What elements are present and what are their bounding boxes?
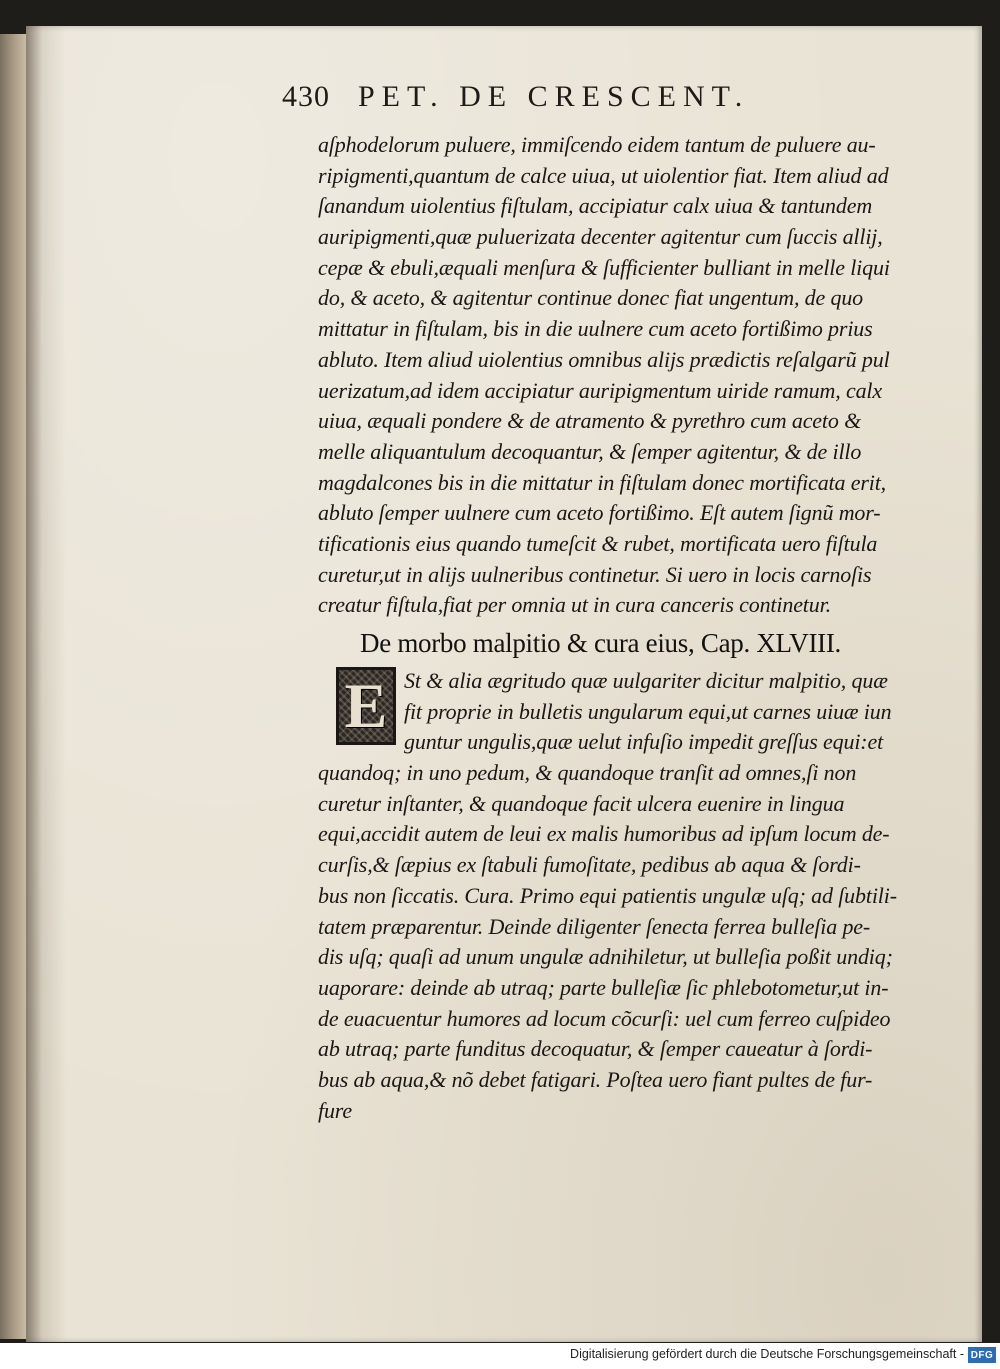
text-line: uiua, æquali pondere & de atramento & pyrethro cum aceto & (318, 408, 862, 434)
running-head (282, 80, 842, 124)
text-line: mittatur in fiſtulam, bis in die uulnere cum aceto fortißimo prius (318, 316, 873, 342)
chapter-text-line: bus ab aqua,& nõ debet fatigari. Poſtea uero fiant pultes de fur- (318, 1066, 873, 1092)
decorated-initial (336, 667, 396, 745)
chapter-text-line: curetur inſtanter, & quandoque facit ulcera euenire in lingua (318, 790, 845, 816)
text-line: abluto ſemper uulnere cum aceto fortißimo. Eſt autem ſignũ mor- (318, 500, 881, 526)
chapter-text-line: de euacuentur humores ad locum cõcurſi: uel cum ferreo cuſpideo (318, 1005, 891, 1031)
page-number: 430 (282, 80, 330, 113)
chapter-text-line: quandoq; in uno pedum, & quandoque tranſit ad omnes,ſi non (318, 760, 857, 786)
chapter-text-line: St & alia ægritudo quæ uulgariter dicitur malpitio, quæ (404, 668, 888, 693)
text-line: cepæ & ebuli,æquali menſura & ſufficienter bulliant in melle liqui (318, 254, 890, 280)
text-line: ſanandum uiolentius fiſtulam, accipiatur calx uiua & tantundem (318, 193, 873, 219)
chapter-text-line: ab utraq; parte funditus decoquatur, & ſemper caueatur à ſordi- (318, 1036, 873, 1062)
chapter-text-line: fure (318, 1097, 353, 1123)
body-text (318, 130, 936, 621)
initial-letter: E (344, 670, 388, 741)
text-line: aſphodelorum puluere, immiſcendo eidem tantum de puluere au- (318, 132, 876, 157)
text-line: magdalcones bis in die mittatur in fiſtulam donec mortificata erit, (318, 469, 887, 495)
dfg-logo: DFG (968, 1347, 996, 1363)
footer-bar (0, 1343, 1000, 1369)
chapter-text-line: guntur ungulis,quæ uelut infuſio impedit greſſus equi:et (404, 729, 884, 755)
chapter-heading: De morbo malpitio & cura eius, Cap. XLVIII. (360, 628, 841, 658)
chapter-text-line: equi,accidit autem de leui ex malis humoribus ad ipſum locum de- (318, 821, 890, 847)
text-line: auripigmenti,quæ puluerizata decenter agitentur cum ſuccis allij, (318, 224, 883, 250)
running-head-title: PET. DE CRESCENT. (358, 80, 750, 113)
text-line: tificationis eius quando tumeſcit & rubet, mortificata uero fiſtula (318, 530, 878, 556)
text-line: melle aliquantulum decoquantur, & ſemper agitentur, & de illo (318, 438, 862, 464)
text-line: abluto. Item aliud uiolentius omnibus alijs prædictis reſalgarũ pul (318, 346, 890, 372)
chapter-body (318, 666, 936, 1126)
chapter-text-line: dis uſq; quaſi ad unum ungulæ adnihiletur, ut bulleſia poßit undiq; (318, 944, 893, 970)
chapter-text-line: fit proprie in bulletis ungularum equi,ut carnes uiuæ iun (404, 698, 892, 724)
text-line: curetur,ut in alijs uulneribus continetur. Si uero in locis carnoſis (318, 561, 872, 587)
text-line: creatur fiſtula,fiat per omnia ut in cura canceris continetur. (318, 592, 831, 618)
chapter-text-line: bus non ſiccatis. Cura. Primo equi patientis ungulæ uſq; ad ſubtili- (318, 882, 897, 908)
digitization-credit: Digitalisierung gefördert durch die Deutsche Forschungsgemeinschaft - (570, 1347, 964, 1361)
chapter-text-line: uaporare: deinde ab utraq; parte bulleſiæ ſic phlebotometur,ut in- (318, 974, 889, 1000)
text-line: ripigmenti,quantum de calce uiua, ut uiolentior fiat. Item aliud ad (318, 162, 889, 188)
chapter-text-line: tatem præparentur. Deinde diligenter ſenecta ferrea bulleſia pe- (318, 913, 871, 939)
text-line: do, & aceto, & agitentur continue donec fiat ungentum, de quo (318, 285, 864, 311)
gutter-shadow (26, 26, 42, 1342)
chapter-text-line: curſis,& ſæpius ex ſtabuli fumoſitate, pedibus ab aqua & ſordi- (318, 852, 861, 878)
text-line: uerizatum,ad idem accipiatur auripigmentum uiride ramum, calx (318, 377, 883, 403)
